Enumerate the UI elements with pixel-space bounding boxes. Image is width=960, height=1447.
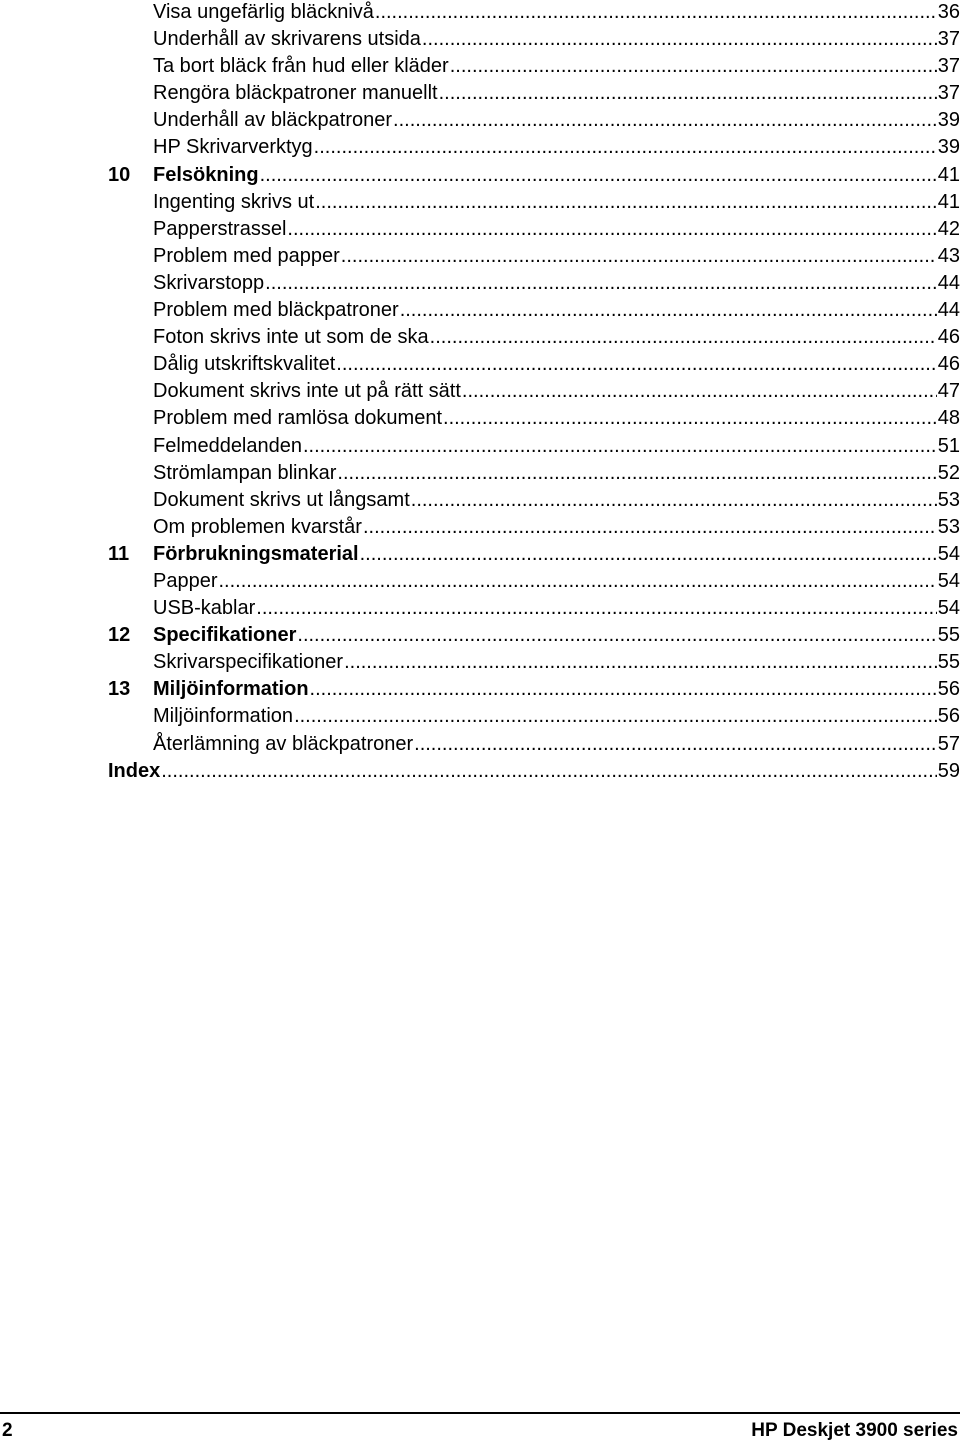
toc-entry-title: Om problemen kvarstår (153, 515, 362, 538)
toc-dot-leader (337, 460, 936, 487)
toc-entry-title: Återlämning av bläckpatroner (153, 732, 414, 755)
toc-page-number: 59 (937, 759, 960, 782)
toc-section-entry[interactable] (108, 649, 960, 676)
toc-dot-leader (439, 80, 937, 107)
toc-section-entry[interactable] (108, 433, 960, 460)
toc-entry-title: Förbrukningsmaterial (153, 542, 359, 565)
toc-page-number: 41 (937, 190, 960, 213)
toc-section-entry[interactable] (108, 53, 960, 80)
toc-page-number: 53 (937, 515, 960, 538)
toc-entry-title: Strömlampan blinkar (153, 461, 337, 484)
toc-section-entry[interactable] (108, 731, 960, 758)
toc-entry-title: Underhåll av skrivarens utsida (153, 28, 421, 51)
toc-section-entry[interactable] (108, 378, 960, 405)
toc-dot-leader (422, 26, 937, 53)
toc-page-number: 46 (937, 326, 960, 349)
toc-section-entry[interactable] (108, 243, 960, 270)
toc-entry-title: Index (108, 759, 161, 782)
toc-page-number: 54 (937, 542, 960, 565)
table-of-contents (108, 0, 960, 785)
toc-entry-title: Visa ungefärlig bläcknivå (153, 1, 374, 23)
toc-section-entry[interactable] (108, 297, 960, 324)
toc-chapter-entry[interactable] (108, 676, 960, 703)
toc-entry-title: Underhåll av bläckpatroner (153, 109, 393, 132)
toc-dot-leader (310, 676, 937, 703)
toc-chapter-entry[interactable] (108, 162, 960, 189)
toc-page-number: 54 (937, 597, 960, 620)
toc-section-entry[interactable] (108, 134, 960, 161)
toc-section-entry[interactable] (108, 595, 960, 622)
toc-entry-title: Foton skrivs inte ut som de ska (153, 326, 429, 349)
toc-section-entry[interactable] (108, 460, 960, 487)
toc-entry-title: HP Skrivarverktyg (153, 136, 313, 159)
toc-page-number: 52 (937, 461, 960, 484)
toc-dot-leader (450, 53, 937, 80)
toc-section-entry[interactable] (108, 703, 960, 730)
toc-dot-leader (430, 324, 937, 351)
toc-page-number: 37 (937, 28, 960, 51)
toc-entry-title: Felmeddelanden (153, 434, 302, 457)
toc-dot-leader (393, 107, 937, 134)
toc-entry-title: Skrivarstopp (153, 271, 265, 294)
toc-dot-leader (360, 541, 937, 568)
toc-section-entry[interactable] (108, 80, 960, 107)
toc-dot-leader (375, 0, 937, 26)
toc-dot-leader (161, 758, 937, 785)
toc-page-number: 37 (937, 55, 960, 78)
toc-entry-title: Rengöra bläckpatroner manuellt (153, 82, 438, 105)
page-footer (0, 1412, 960, 1440)
toc-entry-title: Ta bort bläck från hud eller kläder (153, 55, 449, 78)
toc-dot-leader (297, 622, 936, 649)
toc-page-number: 46 (937, 353, 960, 376)
toc-dot-leader (294, 703, 937, 730)
toc-section-entry[interactable] (108, 324, 960, 351)
toc-dot-leader (314, 134, 937, 161)
toc-page-number: 47 (937, 380, 960, 403)
toc-chapter-entry[interactable] (108, 622, 960, 649)
toc-section-entry[interactable] (108, 405, 960, 432)
toc-page-number: 55 (937, 624, 960, 647)
toc-section-entry[interactable] (108, 0, 960, 26)
toc-page-number: 44 (937, 299, 960, 322)
toc-page-number: 55 (937, 651, 960, 674)
toc-chapter-number: 10 (108, 163, 131, 186)
toc-entry-title: Dokument skrivs ut långsamt (153, 488, 410, 511)
toc-dot-leader (414, 731, 937, 758)
toc-dot-leader (265, 270, 937, 297)
toc-entry-title: Problem med ramlösa dokument (153, 407, 443, 430)
toc-section-entry[interactable] (108, 568, 960, 595)
toc-entry-title: Skrivarspecifikationer (153, 651, 344, 674)
toc-entry-title: Papper (153, 569, 218, 592)
toc-section-entry[interactable] (108, 26, 960, 53)
toc-page-number: 53 (937, 488, 960, 511)
footer-page-number: 2 (2, 1420, 13, 1441)
toc-page-number: 39 (937, 136, 960, 159)
toc-index-entry[interactable] (108, 758, 960, 785)
footer-product-name: HP Deskjet 3900 series (751, 1420, 958, 1441)
toc-page-number: 43 (937, 244, 960, 267)
toc-entry-title: Specifikationer (153, 624, 297, 647)
toc-page-number: 48 (937, 407, 960, 430)
toc-chapter-entry[interactable] (108, 541, 960, 568)
toc-dot-leader (260, 162, 937, 189)
toc-entry-title: Ingenting skrivs ut (153, 190, 315, 213)
toc-dot-leader (411, 487, 937, 514)
toc-dot-leader (400, 297, 937, 324)
toc-dot-leader (341, 243, 937, 270)
toc-page-number: 56 (937, 705, 960, 728)
toc-page-number: 57 (937, 732, 960, 755)
toc-page-number: 37 (937, 82, 960, 105)
toc-section-entry[interactable] (108, 216, 960, 243)
toc-page-number: 39 (937, 109, 960, 132)
toc-dot-leader (336, 351, 936, 378)
toc-dot-leader (462, 378, 937, 405)
toc-chapter-number: 11 (108, 542, 130, 565)
toc-chapter-number: 13 (108, 678, 131, 701)
toc-dot-leader (287, 216, 936, 243)
toc-section-entry[interactable] (108, 107, 960, 134)
toc-entry-title: Problem med papper (153, 244, 340, 267)
toc-chapter-number: 12 (108, 624, 131, 647)
toc-entry-title: Dokument skrivs inte ut på rätt sätt (153, 380, 461, 403)
toc-entry-title: Dålig utskriftskvalitet (153, 353, 336, 376)
toc-dot-leader (256, 595, 936, 622)
toc-page-number: 36 (937, 1, 960, 23)
toc-entry-title: USB-kablar (153, 597, 256, 620)
toc-section-entry[interactable] (108, 189, 960, 216)
toc-page-number: 41 (937, 163, 960, 186)
toc-dot-leader (303, 433, 937, 460)
toc-dot-leader (344, 649, 937, 676)
toc-section-entry[interactable] (108, 487, 960, 514)
toc-page-number: 54 (937, 569, 960, 592)
toc-entry-title: Miljöinformation (153, 705, 294, 728)
toc-page-number: 44 (937, 271, 960, 294)
toc-entry-title: Miljöinformation (153, 678, 309, 701)
toc-entry-title: Problem med bläckpatroner (153, 299, 399, 322)
toc-entry-title: Felsökning (153, 163, 259, 186)
toc-dot-leader (315, 189, 937, 216)
toc-dot-leader (443, 405, 937, 432)
toc-page-number: 42 (937, 217, 960, 240)
toc-entry-title: Papperstrassel (153, 217, 287, 240)
toc-section-entry[interactable] (108, 351, 960, 378)
toc-section-entry[interactable] (108, 270, 960, 297)
toc-dot-leader (363, 514, 937, 541)
toc-page-number: 51 (937, 434, 960, 457)
toc-dot-leader (219, 568, 937, 595)
toc-page-number: 56 (937, 678, 960, 701)
toc-section-entry[interactable] (108, 514, 960, 541)
